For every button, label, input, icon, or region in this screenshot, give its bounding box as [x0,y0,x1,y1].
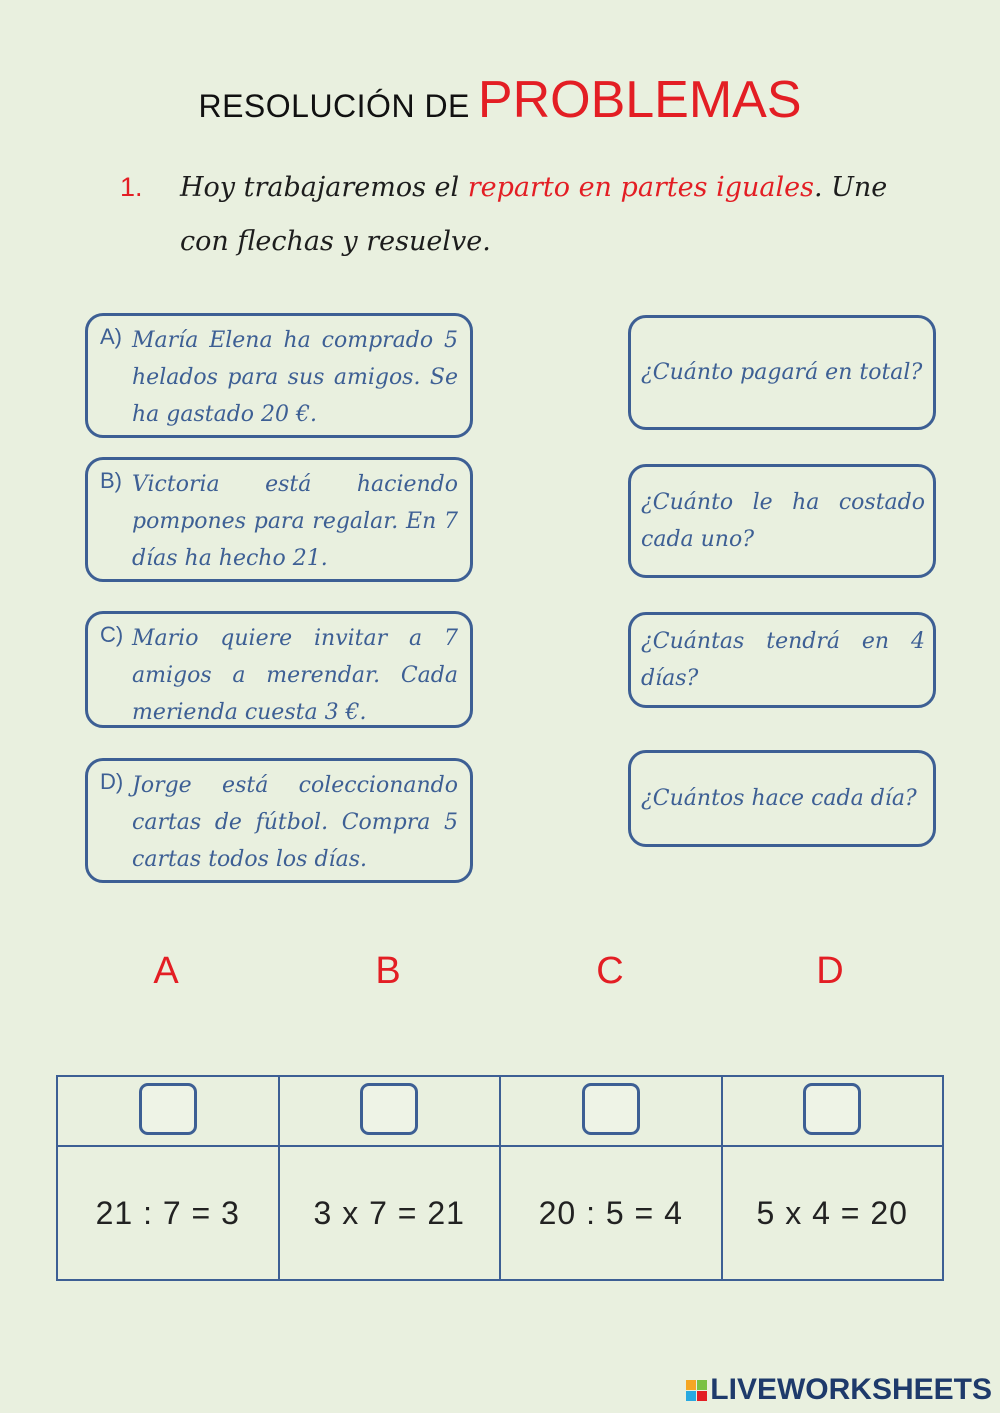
problem-letter: A) [100,324,122,349]
column-letters [0,950,1000,1000]
instruction [120,160,950,269]
logo-text: LIVEWORKSHEETS [710,1373,992,1406]
instruction-line2: con flechas y resuelve. [180,226,491,257]
problem-box-b[interactable] [85,457,473,582]
problem-box-d[interactable] [85,758,473,883]
instruction-text-b: . Une [813,172,888,203]
page-title [0,70,1000,130]
operation-text: 21 : 7 = 3 [95,1194,240,1231]
operation-text: 5 x 4 = 20 [756,1194,908,1231]
problem-text: Mario quiere invitar a 7 amigos a merendar. Cada merienda cuesta 3 €. [132,626,458,725]
question-box-3[interactable] [628,612,936,708]
problem-letter: B) [100,468,122,493]
operation-cell [500,1146,722,1280]
problem-letter: D) [100,769,124,794]
question-text: ¿Cuántas tendrá en 4 días? [641,629,925,691]
answer-cell [57,1076,279,1146]
title-part2: PROBLEMAS [477,71,802,129]
problem-box-a[interactable] [85,313,473,438]
instruction-number: 1. [120,172,143,202]
answer-row [57,1076,943,1146]
instruction-highlight: reparto en partes iguales [467,172,814,203]
answer-input-box[interactable] [582,1083,640,1135]
problem-box-c[interactable] [85,611,473,728]
answer-cell [279,1076,501,1146]
column-letter-a: A [153,950,179,992]
column-letter-d: D [816,950,844,992]
problem-text: Victoria está haciendo pompones para regalar. En 7 días ha hecho 21. [132,472,458,571]
answer-table [56,1075,944,1281]
question-text: ¿Cuánto pagará en total? [641,360,923,385]
title-part1: RESOLUCIÓN DE [198,88,470,124]
column-letter-b: B [375,950,401,992]
answer-cell [500,1076,722,1146]
problem-text: María Elena ha comprado 5 helados para sus amigos. Se ha gastado 20 €. [132,328,458,427]
question-box-4[interactable] [628,750,936,847]
operation-row [57,1146,943,1280]
instruction-text-a: Hoy trabajaremos el [180,172,468,203]
question-text: ¿Cuántos hace cada día? [641,786,917,811]
answer-input-box[interactable] [803,1083,861,1135]
answer-input-box[interactable] [360,1083,418,1135]
question-text: ¿Cuánto le ha costado cada uno? [641,490,925,552]
column-letter-c: C [596,950,624,992]
operation-cell [57,1146,279,1280]
operation-text: 20 : 5 = 4 [538,1194,683,1231]
operation-cell [722,1146,944,1280]
liveworksheets-logo [686,1373,992,1407]
liveworksheets-logo-icon [686,1380,707,1401]
problem-text: Jorge está coleccionando cartas de fútbol. Compra 5 cartas todos los días. [132,773,458,872]
operation-text: 3 x 7 = 21 [313,1194,465,1231]
problem-letter: C) [100,622,124,647]
question-box-2[interactable] [628,464,936,578]
answer-cell [722,1076,944,1146]
answer-input-box[interactable] [139,1083,197,1135]
operation-cell [279,1146,501,1280]
question-box-1[interactable] [628,315,936,430]
